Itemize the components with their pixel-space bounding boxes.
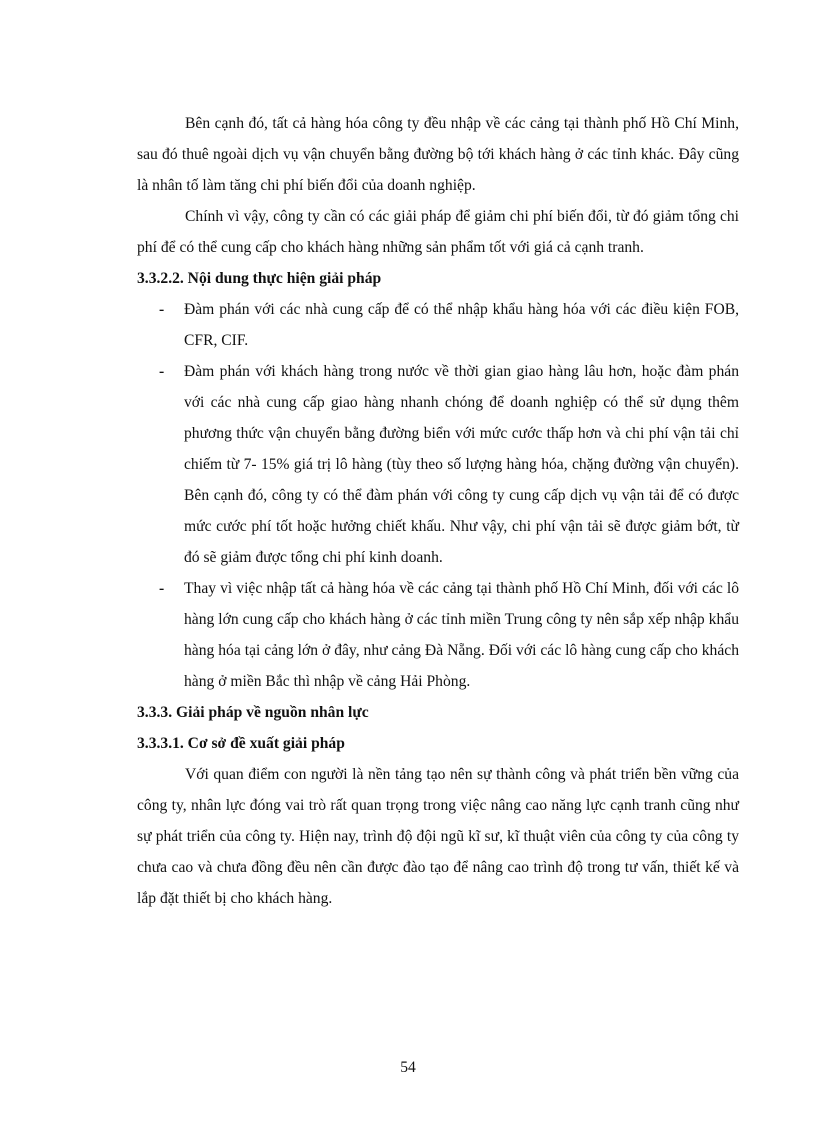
list-item-text: Đàm phán với các nhà cung cấp để có thể nhập khẩu hàng hóa với các điều kiện FOB, CFR, CIF.	[184, 301, 739, 349]
paragraph-conclusion: Chính vì vậy, công ty cần có các giải pháp để giảm chi phí biến đổi, từ đó giảm tổng chi phí để có thể cung cấp cho khách hàng những sản phẩm tốt với giá cả cạnh tranh.	[137, 208, 739, 256]
list-item-text: Thay vì việc nhập tất cả hàng hóa về các cảng tại thành phố Hồ Chí Minh, đối với các lô hàng lớn cung cấp cho khách hàng ở các tỉnh miền Trung công ty nên sắp xếp nhập khẩu hàng hóa tại cảng lớn ở đây, như cảng Đà Nẵng. Đối với các lô hàng cung cấp cho khách hàng ở miền Bắc thì nhập về cảng Hải Phòng.	[184, 580, 739, 690]
list-item	[137, 573, 739, 697]
solution-list	[137, 294, 739, 697]
dash-bullet: -	[159, 580, 165, 597]
list-item-text: Đàm phán với khách hàng trong nước về thời gian giao hàng lâu hơn, hoặc đàm phán với các nhà cung cấp giao hàng nhanh chóng để doanh nghiệp có thể sử dụng thêm phương thức vận chuyển bằng đường biển với mức cước thấp hơn và chi phí vận tải chỉ chiếm từ 7- 15% giá trị lô hàng (tùy theo số lượng hàng hóa, chặng đường vận chuyển). Bên cạnh đó, công ty có thể đàm phán với công ty cung cấp dịch vụ vận tải để có được mức cước phí tốt hoặc hưởng chiết khấu. Như vậy, chi phí vận tải sẽ được giảm bớt, từ đó sẽ giảm được tổng chi phí kinh doanh.	[184, 363, 739, 566]
list-item	[137, 356, 739, 573]
paragraph-intro: Bên cạnh đó, tất cả hàng hóa công ty đều nhập về các cảng tại thành phố Hồ Chí Minh, sau đó thuê ngoài dịch vụ vận chuyển bằng đường bộ tới khách hàng ở các tỉnh khác. Đây cũng là nhân tố làm tăng chi phí biến đổi của doanh nghiệp.	[137, 115, 739, 194]
text-column	[137, 108, 739, 914]
page-number: 54	[400, 1059, 416, 1076]
heading-3-3-2-2: 3.3.2.2. Nội dung thực hiện giải pháp	[137, 270, 382, 287]
heading-3-3-3: 3.3.3. Giải pháp về nguồn nhân lực	[137, 704, 369, 721]
dash-bullet: -	[159, 301, 165, 318]
dash-bullet: -	[159, 363, 165, 380]
heading-3-3-3-1: 3.3.3.1. Cơ sở đề xuất giải pháp	[137, 735, 345, 752]
paragraph-human-resources: Với quan điểm con người là nền tảng tạo nên sự thành công và phát triển bền vững của công ty, nhân lực đóng vai trò rất quan trọng trong việc nâng cao năng lực cạnh tranh cũng như sự phát triển của công ty. Hiện nay, trình độ đội ngũ kĩ sư, kĩ thuật viên của công ty của công ty chưa cao và chưa đồng đều nên cần được đào tạo để nâng cao trình độ trong tư vấn, thiết kế và lắp đặt thiết bị cho khách hàng.	[137, 766, 739, 907]
list-item	[137, 294, 739, 356]
